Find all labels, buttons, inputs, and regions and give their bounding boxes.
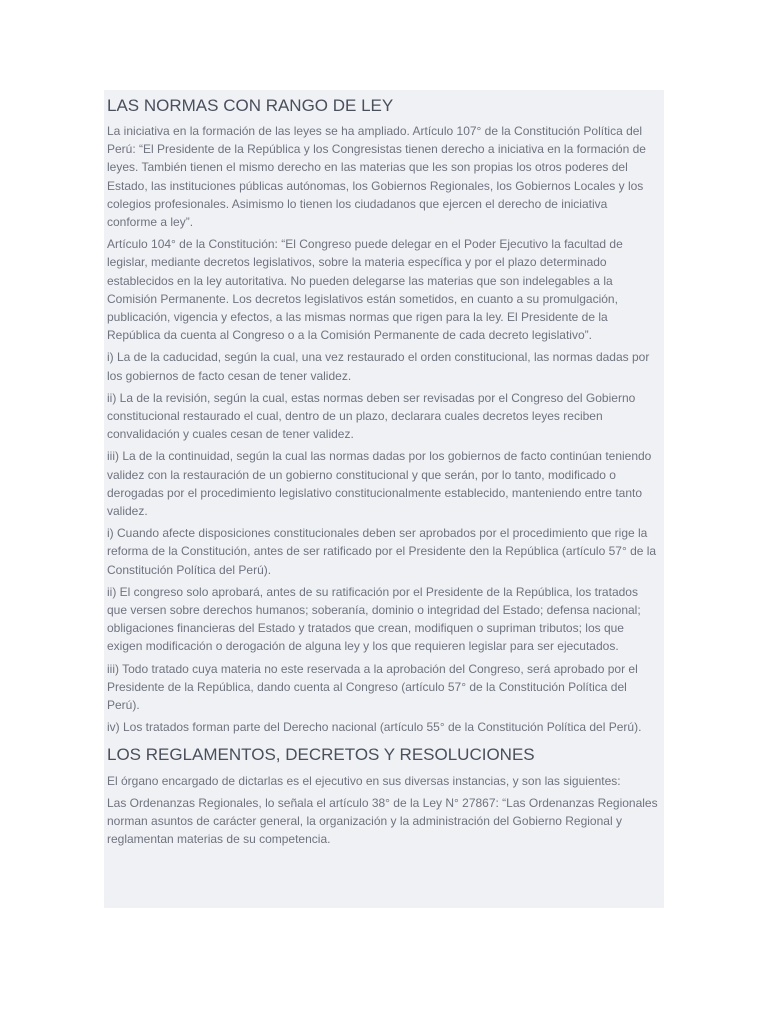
document-page [104,90,664,908]
paragraph-todo-tratado: iii) Todo tratado cuya materia no este reservada a la aprobación del Congreso, será aprobado por el Presidente de la República, dando cuenta al Congreso (artículo 57° de la Constitución Política del Perú). [107,661,638,713]
paragraph-continuidad: iii) La de la continuidad, según la cual las normas dadas por los gobiernos de facto continúan teniendo validez con la restauración de un gobierno constitucional y que serán, por lo tanto, modificado o derogadas por el procedimiento legislativo constitucionalmente establecido, manteniendo entre tanto validez. [107,449,652,519]
section-heading-reglamentos: LOS REGLAMENTOS, DECRETOS Y RESOLUCIONES [107,744,535,764]
paragraph-ordenanzas-regionales: Las Ordenanzas Regionales, lo señala el artículo 38° de la Ley N° 27867: “Las Ordenanzas Regionales norman asuntos de carácter general, la organización y la administración del Gobierno Regional y reglamentan materias de su competencia. [107,795,658,847]
paragraph-caducidad: i) La de la caducidad, según la cual, una vez restaurado el orden constitucional, las normas dadas por los gobiernos de facto cesan de tener validez. [107,350,650,383]
paragraph-revision: ii) La de la revisión, según la cual, estas normas deben ser revisadas por el Congreso del Gobierno constitucional restaurado el cual, dentro de un plazo, declarara cuales decretos leyes reciben convalidación y cuales cesan de tener validez. [107,390,636,442]
paragraph-organo-encargado: El órgano encargado de dictarlas es el ejecutivo en sus diversas instancias, y son las siguientes: [107,773,621,788]
paragraph-iniciativa-leyes: La iniciativa en la formación de las leyes se ha ampliado. Artículo 107° de la Constitución Política del Perú: “El Presidente de la República y los Congresistas tienen derecho a iniciativa en la formación de leyes. También tienen el mismo derecho en las materias que les son propias los otros poderes del Estado, las instituciones públicas autónomas, los Gobiernos Regionales, los Gobiernos Locales y los colegios profesionales. Asimismo lo tienen los ciudadanos que ejercen el derecho de iniciativa conforme a ley”. [107,124,646,230]
paragraph-congreso-aprobara: ii) El congreso solo aprobará, antes de su ratificación por el Presidente de la República, los tratados que versen sobre derechos humanos; soberanía, dominio o integridad del Estado; defensa nacional; obligaciones financieras del Estado y tratados que crean, modifiquen o supriman tributos; los que exigen modificación o derogación de alguna ley y los que requieren legislar para ser ejecutados. [107,584,641,654]
section-heading-normas-rango-ley: LAS NORMAS CON RANGO DE LEY [107,96,394,115]
paragraph-tratados-derecho-nacional: iv) Los tratados forman parte del Derecho nacional (artículo 55° de la Constitución Política del Perú). [107,720,642,735]
paragraph-articulo-104: Artículo 104° de la Constitución: “El Congreso puede delegar en el Poder Ejecutivo la facultad de legislar, mediante decretos legislativos, sobre la materia específica y por el plazo determinado establecidos en la ley autoritativa. No pueden delegarse las materias que son indelegables a la Comisión Permanente. Los decretos legislativos están sometidos, en cuanto a su promulgación, publicación, vigencia y efectos, a las mismas normas que rigen para la ley. El Presidente de la República da cuenta al Congreso o a la Comisión Permanente de cada decreto legislativo”. [107,237,623,343]
paragraph-disposiciones-constitucionales: i) Cuando afecte disposiciones constitucionales deben ser aprobados por el procedimiento que rige la reforma de la Constitución, antes de ser ratificado por el Presidente den la República (artículo 57° de la Constitución Política del Perú). [107,526,657,577]
